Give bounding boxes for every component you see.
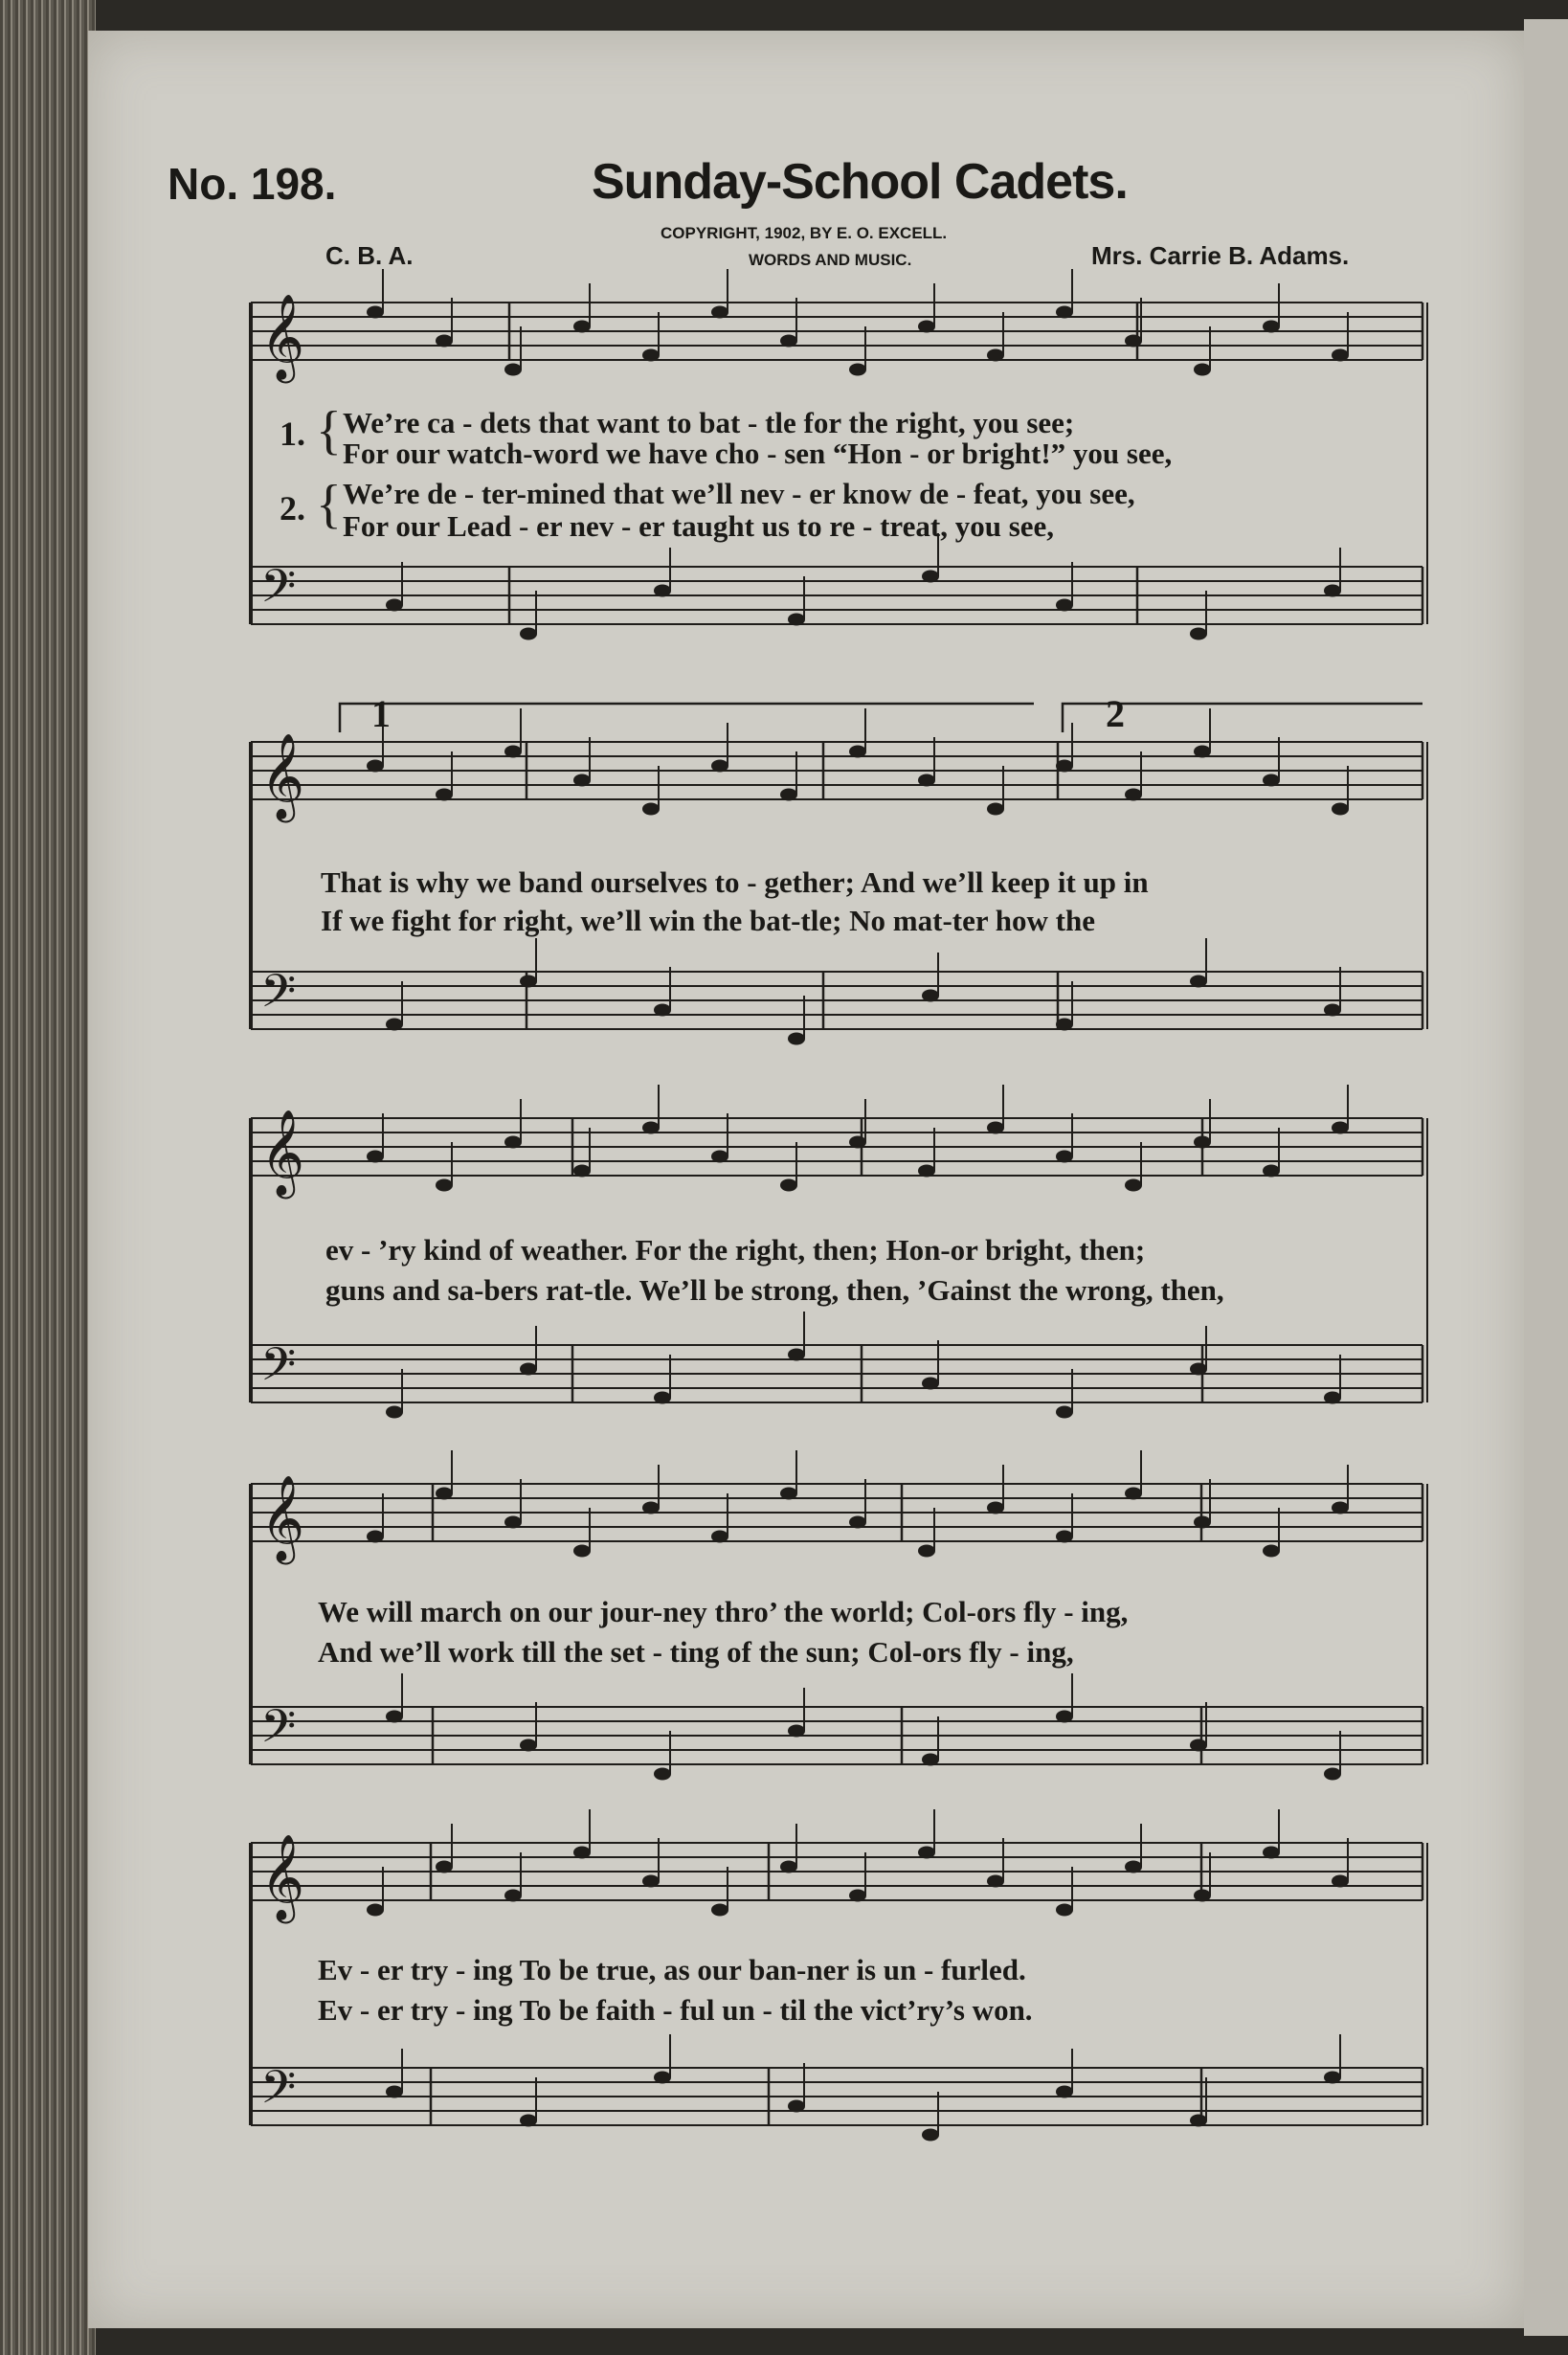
note-head <box>918 1847 935 1859</box>
note-head <box>386 1711 403 1723</box>
note-head <box>711 1531 728 1543</box>
note-head <box>520 1363 537 1376</box>
note-head <box>1324 1392 1341 1404</box>
lyric-line: We will march on our jour-ney thro’ the world; Col-ors fly - ing, <box>318 1595 1129 1628</box>
note-head <box>642 1502 660 1514</box>
bass-clef: 𝄢 <box>260 559 297 624</box>
note-head <box>1190 1363 1207 1376</box>
note-head <box>922 2129 939 2142</box>
note-head <box>1056 599 1073 612</box>
note-head <box>780 1861 797 1873</box>
note-head <box>987 803 1004 816</box>
note-head <box>1056 1711 1073 1723</box>
note-head <box>520 628 537 640</box>
note-head <box>987 1875 1004 1888</box>
note-head <box>436 1179 453 1192</box>
note-head <box>918 321 935 333</box>
note-head <box>1056 2086 1073 2098</box>
note-head <box>1125 1488 1142 1500</box>
note-head <box>918 1165 935 1178</box>
bass-clef: 𝄢 <box>260 2060 297 2125</box>
note-head <box>436 789 453 801</box>
note-head <box>788 1725 805 1738</box>
note-head <box>367 306 384 319</box>
note-head <box>573 774 591 787</box>
note-head <box>654 585 671 597</box>
note-head <box>1056 1019 1073 1031</box>
note-head <box>711 760 728 773</box>
note-head <box>386 1406 403 1419</box>
note-head <box>520 2115 537 2127</box>
note-head <box>367 760 384 773</box>
verse-brace: { <box>316 475 342 534</box>
note-head <box>918 774 935 787</box>
note-head <box>711 306 728 319</box>
note-head <box>1324 2072 1341 2084</box>
lyric-line: Ev - er try - ing To be true, as our ban-ner is un - furled. <box>318 1953 1026 1986</box>
lyric-line: We’re ca - dets that want to bat - tle for the right, you see; <box>343 406 1075 439</box>
note-head <box>520 1739 537 1752</box>
lyric-line: And we’ll work till the set - ting of the sun; Col-ors fly - ing, <box>318 1635 1074 1669</box>
note-head <box>1263 1847 1280 1859</box>
treble-clef: 𝄞 <box>260 1110 305 1196</box>
ending-1-bracket <box>340 704 1034 732</box>
note-head <box>642 349 660 362</box>
note-head <box>788 2100 805 2113</box>
lyric-line: That is why we band ourselves to - gether; And we’ll keep it up in <box>321 865 1149 899</box>
note-head <box>504 1516 522 1529</box>
note-head <box>918 1545 935 1558</box>
note-head <box>504 1890 522 1902</box>
lyric-line: For our watch-word we have cho - sen “Hon - or bright!” you see, <box>343 437 1173 470</box>
note-head <box>1194 364 1211 376</box>
verse-number-2: 2. <box>280 489 305 527</box>
note-head <box>1332 349 1349 362</box>
note-head <box>780 1179 797 1192</box>
note-head <box>1056 760 1073 773</box>
note-head <box>987 349 1004 362</box>
ending-1-label: 1 <box>371 692 391 735</box>
note-head <box>573 1847 591 1859</box>
copyright-words-music: WORDS AND MUSIC. <box>749 251 912 269</box>
bass-clef: 𝄢 <box>260 964 297 1029</box>
bass-clef: 𝄢 <box>260 1699 297 1764</box>
note-head <box>849 1890 866 1902</box>
note-head <box>1190 628 1207 640</box>
note-head <box>1332 1502 1349 1514</box>
note-head <box>788 1033 805 1045</box>
note-head <box>1194 1890 1211 1902</box>
note-head <box>1056 306 1073 319</box>
composer-initials: C. B. A. <box>325 241 414 270</box>
note-head <box>1125 335 1142 348</box>
note-head <box>367 1151 384 1163</box>
note-head <box>504 1136 522 1149</box>
note-head <box>1125 1179 1142 1192</box>
note-head <box>1324 1004 1341 1017</box>
note-head <box>642 1122 660 1134</box>
note-head <box>1194 746 1211 758</box>
note-head <box>1190 2115 1207 2127</box>
note-head <box>504 364 522 376</box>
note-head <box>436 1861 453 1873</box>
note-head <box>1056 1151 1073 1163</box>
note-head <box>922 1378 939 1390</box>
treble-clef: 𝄞 <box>260 1834 305 1920</box>
treble-clef: 𝄞 <box>260 733 305 819</box>
treble-clef: 𝄞 <box>260 1475 305 1561</box>
author: Mrs. Carrie B. Adams. <box>1091 241 1350 270</box>
note-head <box>1332 803 1349 816</box>
hymn-title: Sunday-School Cadets. <box>592 154 1128 210</box>
note-head <box>922 571 939 583</box>
note-head <box>1194 1136 1211 1149</box>
ending-2-label: 2 <box>1106 692 1125 735</box>
note-head <box>1263 1545 1280 1558</box>
note-head <box>1263 321 1280 333</box>
verse-brace: { <box>316 401 342 460</box>
note-head <box>1125 789 1142 801</box>
note-head <box>780 335 797 348</box>
note-head <box>642 1875 660 1888</box>
note-head <box>849 364 866 376</box>
note-head <box>386 1019 403 1031</box>
note-head <box>654 1392 671 1404</box>
note-head <box>987 1502 1004 1514</box>
note-head <box>987 1122 1004 1134</box>
note-head <box>520 976 537 988</box>
lyric-line: If we fight for right, we’ll win the bat-tle; No mat-ter how the <box>321 904 1095 937</box>
note-head <box>1263 774 1280 787</box>
note-head <box>780 789 797 801</box>
note-head <box>1332 1875 1349 1888</box>
note-head <box>654 1768 671 1781</box>
treble-clef: 𝄞 <box>260 294 305 380</box>
note-head <box>573 1545 591 1558</box>
note-head <box>1263 1165 1280 1178</box>
note-head <box>1332 1122 1349 1134</box>
hymn-number: No. 198. <box>168 159 337 209</box>
note-head <box>922 990 939 1002</box>
note-head <box>1125 1861 1142 1873</box>
note-head <box>1324 585 1341 597</box>
note-head <box>436 335 453 348</box>
note-head <box>711 1151 728 1163</box>
lyric-line: For our Lead - er nev - er taught us to re - treat, you see, <box>343 509 1055 543</box>
lyric-line: ev - ’ry kind of weather. For the right, then; Hon-or bright, then; <box>325 1233 1146 1267</box>
note-head <box>922 1754 939 1766</box>
note-head <box>780 1488 797 1500</box>
lyric-line: guns and sa-bers rat-tle. We’ll be strong, then, ’Gainst the wrong, then, <box>325 1273 1224 1307</box>
note-head <box>386 599 403 612</box>
note-head <box>654 1004 671 1017</box>
note-head <box>1190 1739 1207 1752</box>
note-head <box>1056 1904 1073 1917</box>
note-head <box>711 1904 728 1917</box>
note-head <box>1056 1531 1073 1543</box>
note-head <box>504 746 522 758</box>
note-head <box>849 1516 866 1529</box>
copyright-line: COPYRIGHT, 1902, BY E. O. EXCELL. <box>661 224 948 242</box>
note-head <box>849 746 866 758</box>
note-head <box>367 1904 384 1917</box>
note-head <box>788 614 805 626</box>
note-head <box>1324 1768 1341 1781</box>
note-head <box>367 1531 384 1543</box>
note-head <box>386 2086 403 2098</box>
note-head <box>654 2072 671 2084</box>
note-head <box>1194 1516 1211 1529</box>
note-head <box>1056 1406 1073 1419</box>
lyric-line: Ev - er try - ing To be faith - ful un - til the vict’ry’s won. <box>318 1993 1033 2027</box>
note-head <box>642 803 660 816</box>
verse-number-1: 1. <box>280 415 305 453</box>
note-head <box>573 1165 591 1178</box>
note-head <box>1190 976 1207 988</box>
note-head <box>788 1349 805 1361</box>
note-head <box>849 1136 866 1149</box>
note-head <box>573 321 591 333</box>
lyric-line: We’re de - ter-mined that we’ll nev - er know de - feat, you see, <box>343 477 1135 510</box>
note-head <box>436 1488 453 1500</box>
bass-clef: 𝄢 <box>260 1337 297 1402</box>
